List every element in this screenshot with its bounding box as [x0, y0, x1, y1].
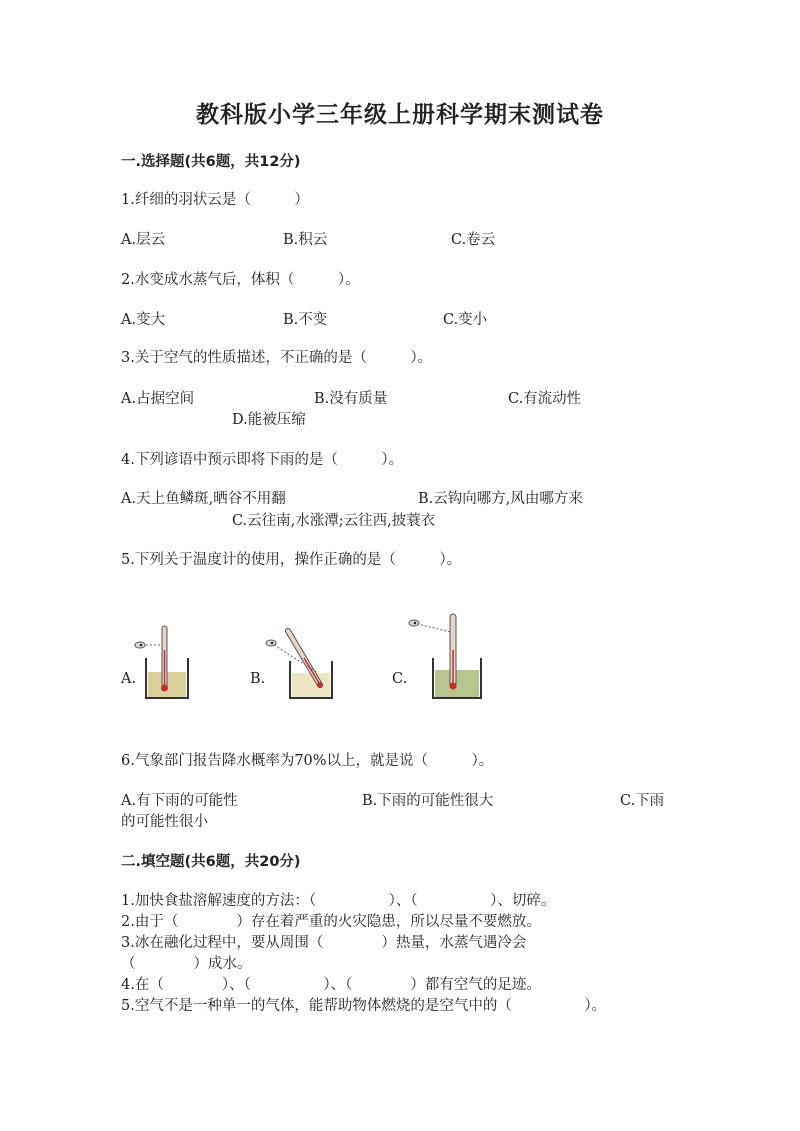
question-5: 5.下列关于温度计的使用，操作正确的是（ ）。: [121, 552, 462, 568]
fill-line-1: 1.加快食盐溶解速度的方法：（ ）、（ ）、切碎。: [121, 893, 556, 909]
q6-option-a: A.有下雨的可能性: [121, 793, 238, 809]
q6-option-b: B.下雨的可能性很大: [362, 793, 494, 809]
question-1: 1.纤细的羽状云是（ ）: [121, 192, 309, 208]
q4-option-a: A.天上鱼鳞斑,晒谷不用翻: [121, 491, 286, 507]
fill-line-3: 3.冰在融化过程中，要从周围（ ）热量，水蒸气遇冷会: [121, 935, 527, 951]
q6-option-c-continued: 的可能性很小: [121, 814, 208, 830]
page-title: 教科版小学三年级上册科学期末测试卷: [196, 102, 604, 128]
q5-option-b: B.: [250, 671, 266, 687]
fill-line-5: 5.空气不是一种单一的气体，能帮助物体燃烧的是空气中的（ ）。: [121, 998, 607, 1014]
q2-option-b: B.不变: [283, 312, 328, 328]
liquid-b: [292, 673, 330, 698]
thermometer-beaker-c-figure: [405, 610, 485, 700]
section-heading-choice: 一.选择题(共6题，共12分): [121, 154, 301, 170]
question-3: 3.关于空气的性质描述，不正确的是（ ）。: [121, 350, 433, 366]
thermometer-beaker-a-figure: [132, 620, 202, 700]
q2-option-c: C.变小: [443, 312, 488, 328]
q4-option-b: B.云钩向哪方,风由哪方来: [418, 491, 583, 507]
section-heading-fill: 二.填空题(共6题，共20分): [121, 854, 301, 870]
q4-option-c: C.云往南,水涨潭;云往西,披蓑衣: [232, 513, 436, 529]
q3-option-d: D.能被压缩: [232, 412, 306, 428]
q1-option-c: C.卷云: [451, 232, 496, 248]
thermometer-beaker-b-figure: [262, 625, 342, 700]
q1-option-a: A.层云: [121, 232, 166, 248]
q5-option-c: C.: [392, 671, 408, 687]
question-6: 6.气象部门报告降水概率为70%以上，就是说（ ）。: [121, 753, 494, 769]
q3-option-c: C.有流动性: [508, 391, 582, 407]
fill-line-3-continued: （ ）成水。: [121, 956, 252, 972]
q6-option-c: C.下雨: [620, 793, 665, 809]
fill-line-4: 4.在（ ）、（ ）、（ ）都有空气的足迹。: [121, 977, 541, 993]
q3-option-a: A.占据空间: [121, 391, 195, 407]
fill-line-2: 2.由于（ ）存在着严重的火灾隐患，所以尽量不要燃放。: [121, 914, 541, 930]
question-2: 2.水变成水蒸气后，体积（ ）。: [121, 272, 360, 288]
q5-option-a: A.: [121, 671, 137, 687]
liquid-c: [435, 670, 479, 698]
q2-option-a: A.变大: [121, 312, 166, 328]
question-4: 4.下列谚语中预示即将下雨的是（ ）。: [121, 452, 404, 468]
q1-option-b: B.积云: [283, 232, 328, 248]
q3-option-b: B.没有质量: [314, 391, 388, 407]
